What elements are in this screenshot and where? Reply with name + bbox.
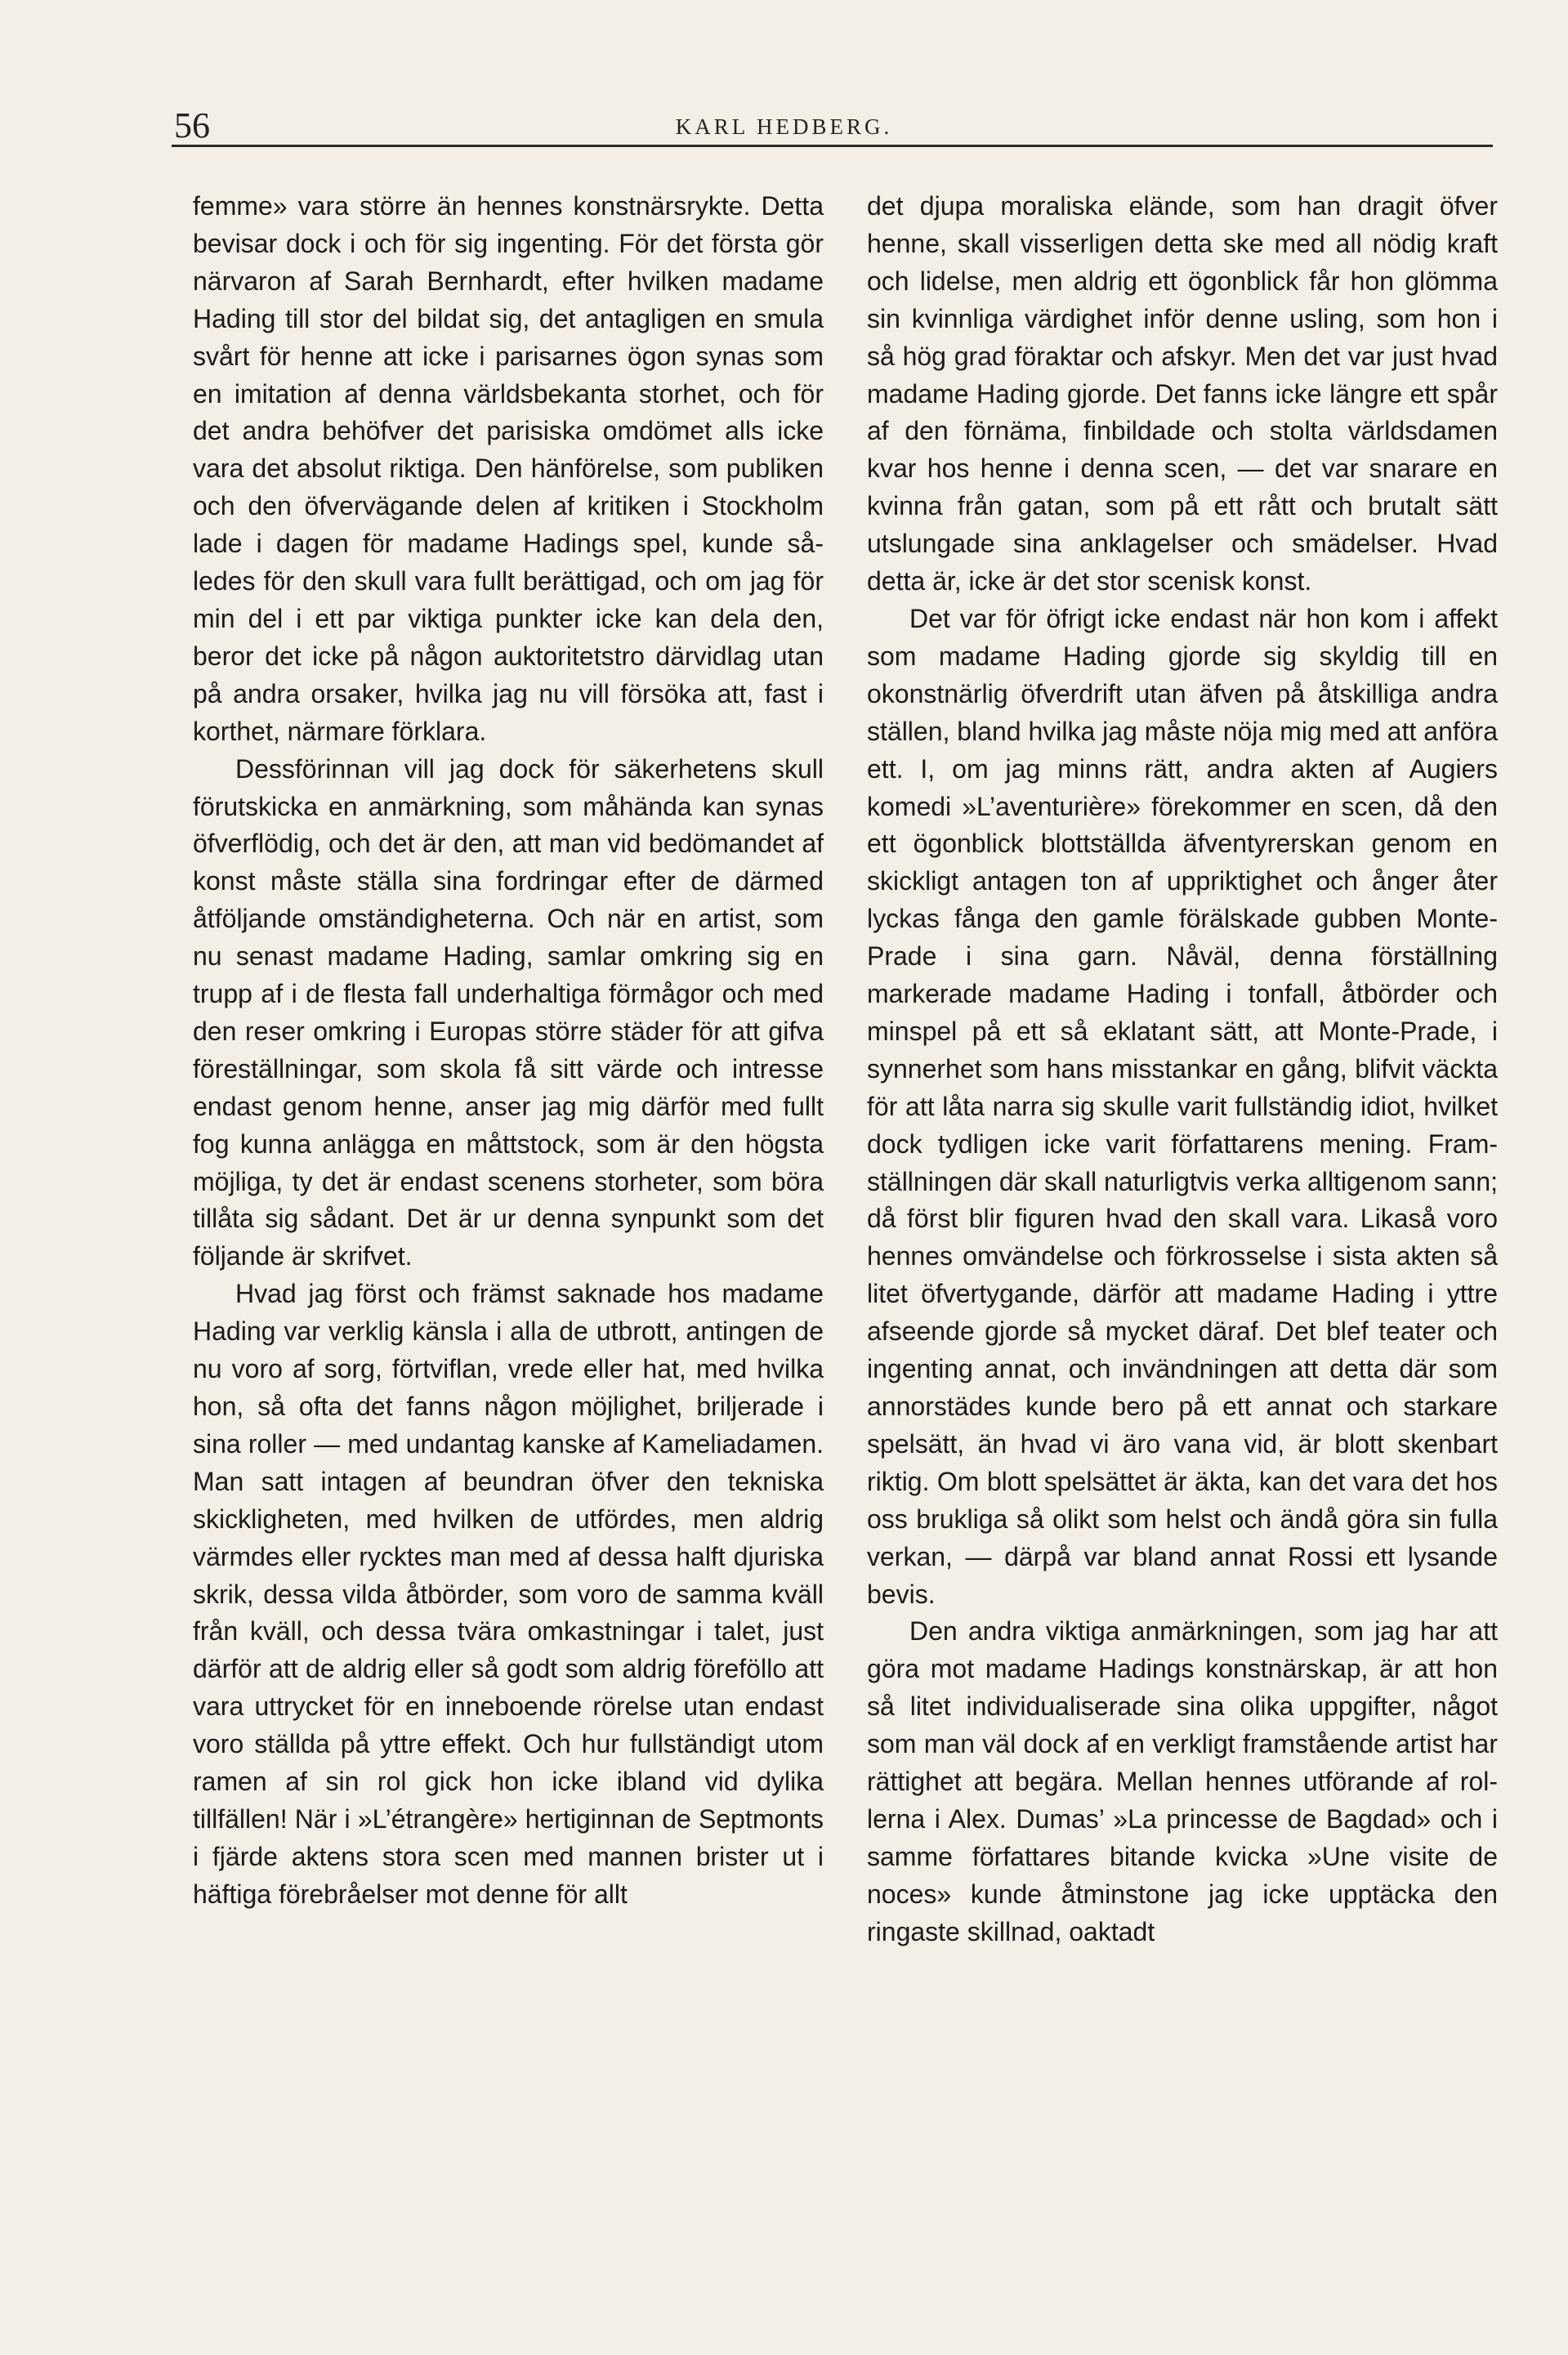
paragraph: Den andra viktiga anmärkningen, som jag har att göra mot madame Hadings konstnärskap, är att hon så litet individualiserade sina olika uppgifter, något som man väl dock af en verkligt framstående artist har rättighet att begära. Mellan hennes utförande af rollerna i Alex. Dumas’ »La princesse de Bagdad» och i samme författares bitande kvicka »Une visite de noces» kunde åtminstone jag icke upptäcka den ringaste skillnad, oaktadt	[867, 1616, 1498, 1946]
paragraph: Det var för öfrigt icke endast när hon kom i affekt som madame Hading gjorde sig skyldig till en okonstnärlig öfverdrift utan äfven på åtskilliga andra ställen, bland hvilka jag måste nöja mig med att anföra ett. I, om jag minns rätt, andra akten af Augiers komedi »L’aventurière» förekommer en scen, då den ett ögonblick blottställda äfventyrerskan genom en skickligt antagen ton af uppriktighet och ånger åter lyckas fånga den gamle förälskade gubben Monte-Prade i sina garn. Nåväl, denna förställning markerade madame Hading i tonfall, åtbörder och minspel på ett så eklatant sätt, att Monte-Prade, i synnerhet som hans misstankar en gång, blifvit väckta för att låta narra sig skulle varit fullständig idiot, hvilket dock tydligen icke varit författarens mening. Framställningen där skall naturligtvis verka alltigenom sann; då först blir figuren hvad den skall vara. Likaså voro hennes omvändelse och förkrosselse i sista akten så litet öfvertygande, därför att madame Hading i yttre afseende gjorde så mycket däraf. Det blef teater och ingenting annat, och invändningen att detta där som annorstädes kunde bero på ett annat och starkare spelsätt, än hvad vi äro vana vid, är blott skenbart riktig. Om blott spelsättet är äkta, kan det vara det hos oss brukliga så olikt som helst och ändå göra sin fulla verkan, — därpå var bland annat Rossi ett lysande bevis.	[867, 603, 1498, 1609]
right-column	[867, 188, 1498, 1951]
page-number: 56	[174, 105, 210, 145]
header-rule	[172, 145, 1493, 147]
paragraph: det djupa moraliska elände, som han dragit öfver henne, skall visserligen detta ske med all nödig kraft och lidelse, men aldrig ett ögonblick får hon glömma sin kvinnliga värdighet inför denne usling, som hon i så hög grad föraktar och afskyr. Men det var just hvad madame Hading gjorde. Det fanns icke längre ett spår af den förnäma, finbildade och stolta världsdamen kvar hos henne i denna scen, — det var snarare en kvinna från gatan, som på ett rått och brutalt sätt utslungade sina anklagelser och smädelser. Hvad detta är, icke är det stor scenisk konst.	[867, 191, 1498, 597]
left-column	[193, 188, 824, 1914]
paragraph: Hvad jag först och främst saknade hos madame Hading var verklig känsla i alla de utbrott, antingen de nu voro af sorg, förtviflan, vrede eller hat, med hvilka hon, så ofta det fanns någon möjlighet, briljerade i sina roller — med undantag kanske af Kameliadamen. Man satt intagen af beundran öfver den tekniska skickligheten, med hvilken de utfördes, men aldrig värmdes eller rycktes man med af dessa halft djuriska skrik, dessa vilda åtbörder, som voro de samma kväll från kväll, och dessa tvära omkastningar i talet, just därför att de aldrig eller så godt som aldrig föreföllo att vara uttrycket för en inneboende rörelse utan endast voro ställda på yttre effekt. Och hur fullständigt utom ramen af sin rol gick hon icke ibland vid dylika tillfällen! När i »L’étrangère» hertiginnan de Septmonts i fjärde aktens stora scen med mannen brister ut i häftiga förebråelser mot denne för allt	[193, 1279, 824, 1909]
running-head: KARL HEDBERG.	[675, 114, 893, 139]
paragraph: Dessförinnan vill jag dock för säkerhetens skull förutskicka en anmärkning, som måhända kan synas öfverflödig, och det är den, att man vid bedömandet af konst måste ställa sina fordringar efter de därmed åtföljande omständigheterna. Och när en artist, som nu senast madame Hading, samlar omkring sig en trupp af i de flesta fall underhaltiga förmågor och med den reser omkring i Europas större städer för att gifva föreställningar, som skola få sitt värde och intresse endast genom henne, anser jag mig därför med fullt fog kunna anlägga en måttstock, som är den högsta möjliga, ty det är endast scenens storheter, som böra tillåta sig sådant. Det är ur denna synpunkt som det följande är skrifvet.	[193, 753, 824, 1271]
paragraph: femme» vara större än hennes konstnärsrykte. Detta bevisar dock i och för sig ingenting. För det första gör närvaron af Sarah Bernhardt, efter hvilken madame Hading till stor del bildat sig, det antagligen en smula svårt för henne att icke i parisarnes ögon synas som en imitation af denna världsbekanta storhet, och för det andra behöfver det parisiska omdömet alls icke vara det absolut riktiga. Den hänförelse, som publiken och den öfvervägande delen af kritiken i Stockholm lade i dagen för madame Hadings spel, kunde således för den skull vara fullt berättigad, och om jag för min del i ett par viktiga punkter icke kan dela den, beror det icke på någon auktoritetstro därvidlag utan på andra orsaker, hvilka jag nu vill försöka att, fast i korthet, närmare förklara.	[193, 191, 824, 746]
